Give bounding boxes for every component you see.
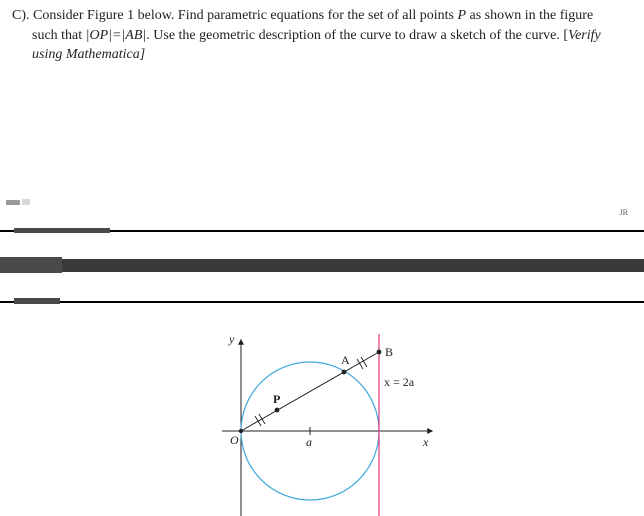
x-label: x — [423, 435, 429, 449]
point-A — [342, 370, 347, 375]
problem-line-3: using Mathematica] — [32, 47, 146, 62]
problem-label: C). — [12, 8, 30, 23]
tick-marks-AB — [357, 357, 367, 369]
p-label: P — [273, 392, 281, 406]
point-B — [377, 350, 382, 355]
B-label: B — [385, 345, 394, 359]
point-P — [275, 408, 280, 413]
problem-line-2: such that |OP|=|AB|. Use the geometric description of the curve to draw a sketch of the curve. [Verify — [32, 27, 601, 43]
line-label: x = 2a — [384, 375, 415, 389]
point-O — [239, 429, 243, 433]
equation: |OP|=|AB| — [85, 27, 147, 43]
y-label: y — [229, 332, 235, 346]
problem-line-1: C). Consider Figure 1 below. Find parametric equations for the set of all points P as shown in the figure — [12, 8, 594, 23]
A-label: A — [341, 353, 350, 367]
origin-label: O — [230, 433, 239, 447]
corner-mark: JR — [619, 208, 628, 217]
a-label: a — [306, 435, 312, 449]
